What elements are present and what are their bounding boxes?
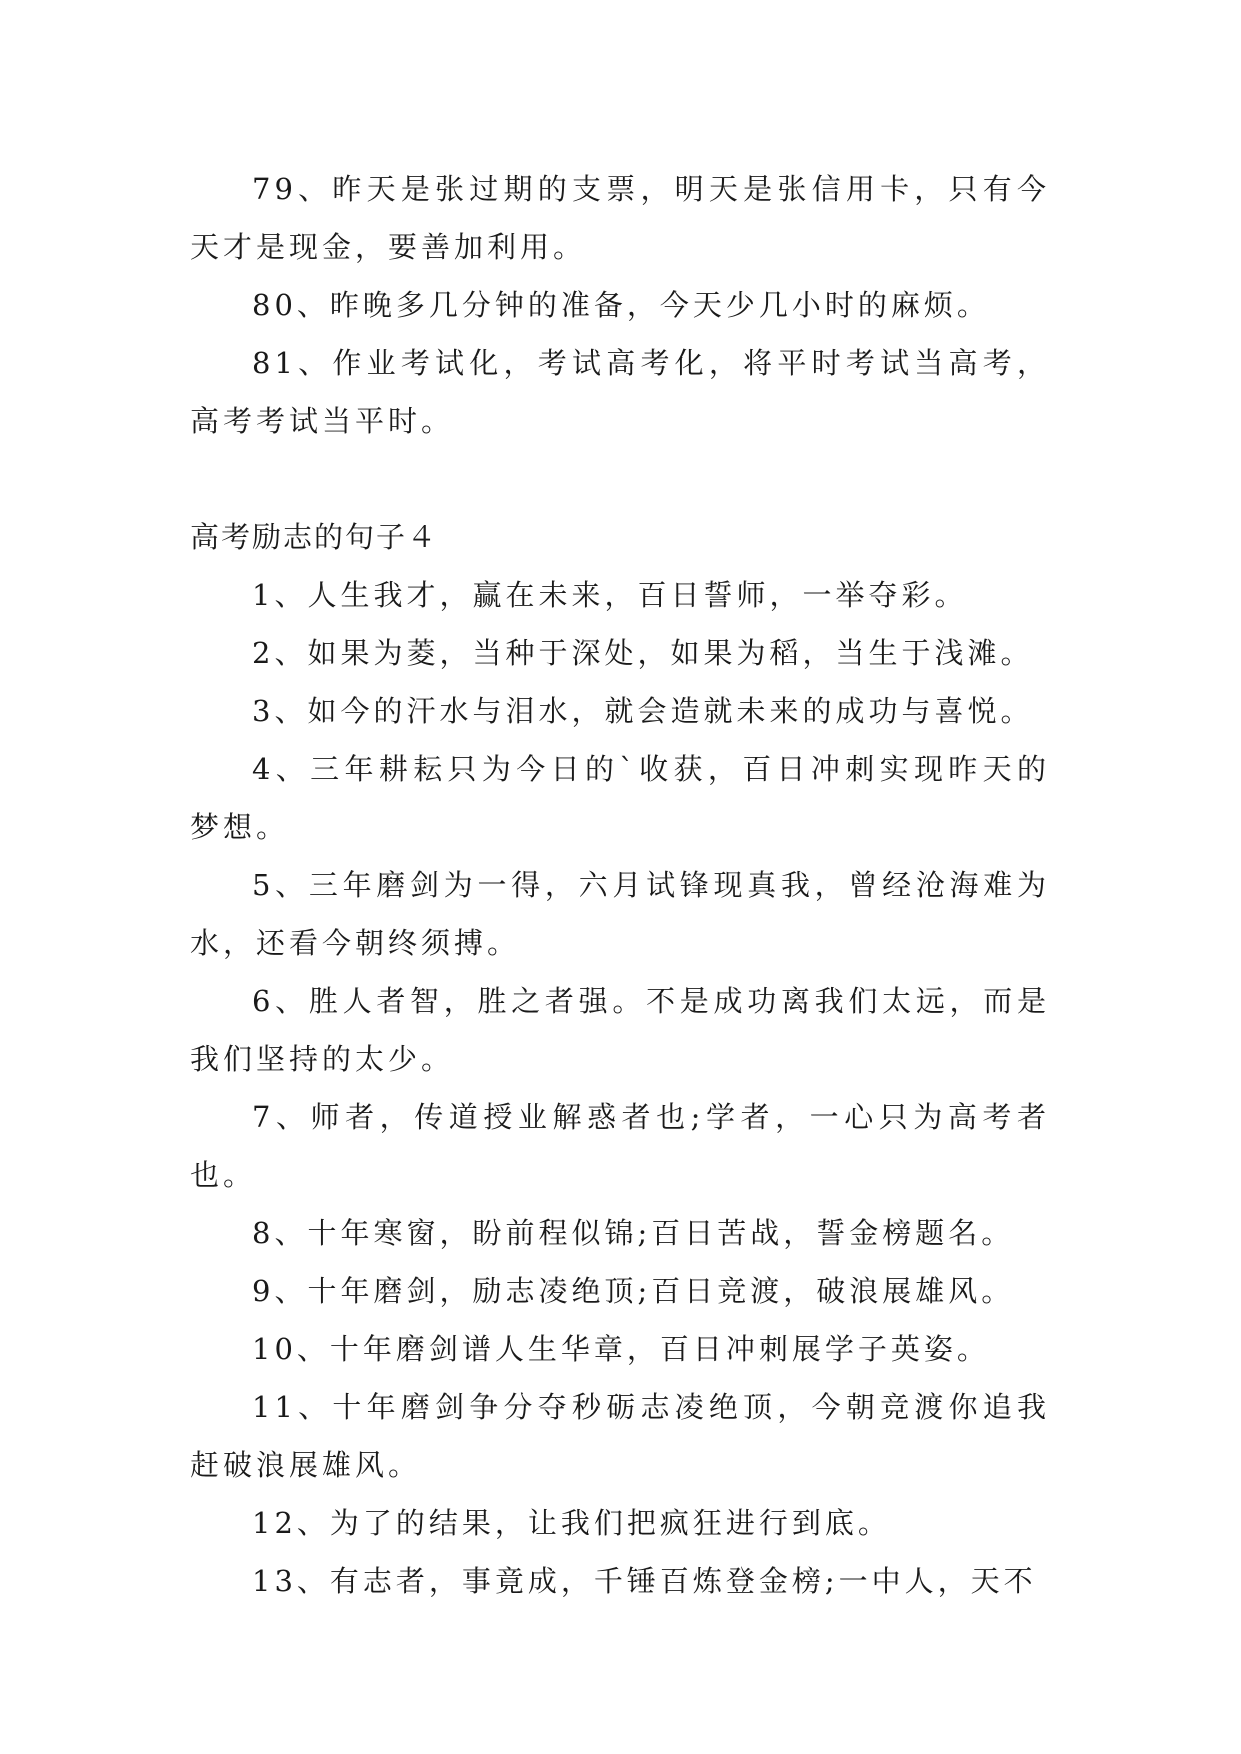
paragraph-10: 10、十年磨剑谱人生华章，百日冲刺展学子英姿。 — [252, 1332, 990, 1366]
paragraph-9: 9、十年磨剑，励志凌绝顶;百日竞渡，破浪展雄风。 — [252, 1274, 1015, 1308]
paragraph-8: 8、十年寒窗，盼前程似锦;百日苦战，誓金榜题名。 — [252, 1216, 1015, 1250]
paragraph-12: 12、为了的结果，让我们把疯狂进行到底。 — [252, 1506, 891, 1540]
paragraph-3: 3、如今的汗水与泪水，就会造就未来的成功与喜悦。 — [252, 694, 1034, 728]
paragraph-11: 11、十年磨剑争分夺秒砺志凌绝顶，今朝竞渡你追我赶破浪展雄风。 — [190, 1390, 1050, 1482]
paragraph-4: 4、三年耕耘只为今日的`收获，百日冲刺实现昨天的梦想。 — [190, 752, 1050, 844]
paragraph-81: 81、作业考试化，考试高考化，将平时考试当高考，高考考试当平时。 — [190, 346, 1050, 438]
paragraph-80: 80、昨晚多几分钟的准备，今天少几小时的麻烦。 — [252, 288, 990, 322]
paragraph-6: 6、胜人者智，胜之者强。不是成功离我们太远，而是我们坚持的太少。 — [190, 984, 1050, 1076]
section-title: 高考励志的句子４ — [190, 520, 439, 554]
document-body — [190, 160, 1050, 1610]
paragraph-13: 13、有志者，事竟成，千锤百炼登金榜;一中人，天不 — [252, 1564, 1037, 1598]
paragraph-79: 79、昨天是张过期的支票，明天是张信用卡，只有今天才是现金，要善加利用。 — [190, 172, 1050, 264]
paragraph-1: 1、人生我才，赢在未来，百日誓师，一举夺彩。 — [252, 578, 968, 612]
paragraph-7: 7、师者，传道授业解惑者也;学者，一心只为高考者也。 — [190, 1100, 1050, 1192]
paragraph-5: 5、三年磨剑为一得，六月试锋现真我，曾经沧海难为水，还看今朝终须搏。 — [190, 868, 1050, 960]
paragraph-2: 2、如果为菱，当种于深处，如果为稻，当生于浅滩。 — [252, 636, 1034, 670]
